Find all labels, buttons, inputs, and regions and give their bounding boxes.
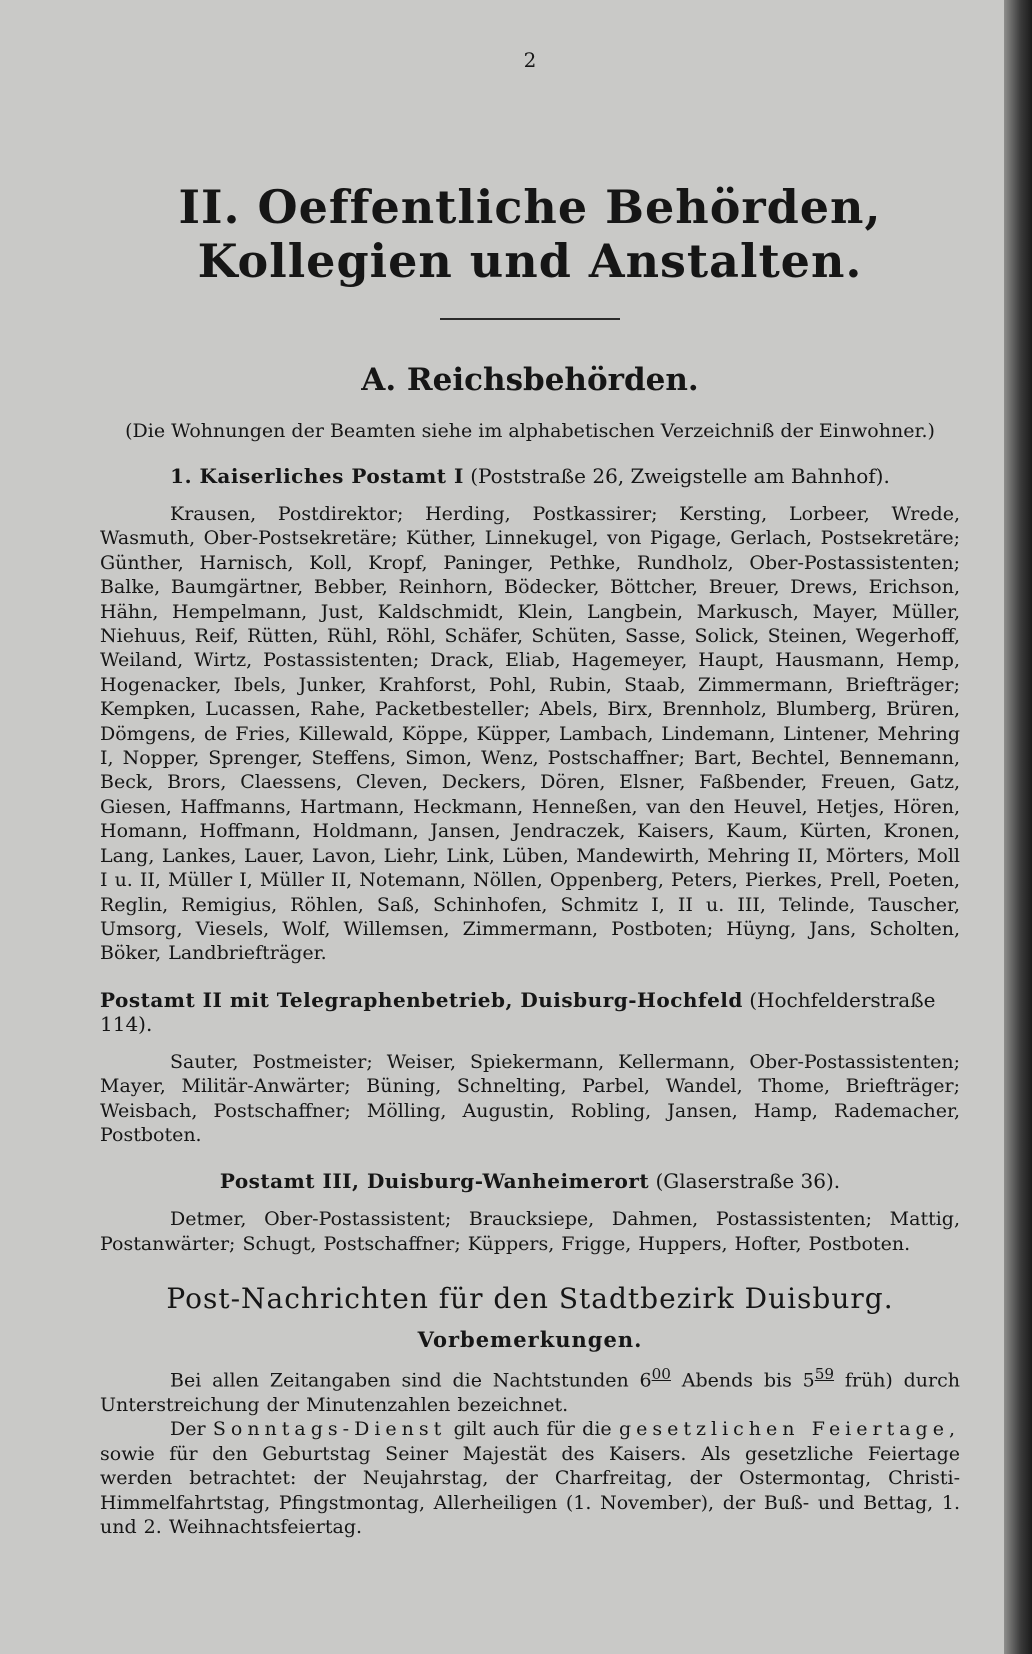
postamt3-title: Postamt III, Duisburg-Wanheimerort [219, 1169, 650, 1194]
p2-sonntagsdienst: Sonntags-Dienst [212, 1418, 447, 1441]
postamt2-heading [100, 988, 960, 1036]
p2-text-a: Der [170, 1418, 206, 1441]
postamt2-staff-text: Sauter, Postmeister; Weiser, Spiekermann, Kellermann, Ober-Postassistenten; Mayer, Militär-Anwärter; Büning, Schnelting, Parbel, Wandel, Thome, Briefträger; Weisbach, Postschaffner; Mölling, Augustin, Robling, Jansen, Hamp, Rademacher, Postboten. [100, 1050, 960, 1146]
p2-text-c: sowie für den Geburtstag Seiner Majestät des Kaisers. Als gesetzliche Feiertage werden betrachtet: der Neujahrstag, der Charfreitag, der Ostermontag, Christi-Himmelfahrtstag, Pfingstmontag, Allerheiligen (1. November), der Buß- und Bettag, 1. und 2. Weihnachtsfeiertag. [100, 1442, 960, 1538]
p2-text-b: gilt auch für die [453, 1418, 612, 1441]
p1-text-c: früh) durch Unterstreichung der Minutenzahlen bezeichnet. [100, 1369, 960, 1416]
p1-minutes-1: 00 [651, 1365, 671, 1384]
postamt1-heading [100, 464, 960, 488]
postamt3-staff-text: Detmer, Ober-Postassistent; Braucksiepe, Dahmen, Postassistenten; Mattig, Postanwärter; Schugt, Postschaffner; Küppers, Frigge, Huppers, Hofter, Postboten. [100, 1208, 960, 1255]
postamt1-address: (Poststraße 26, Zweigstelle am Bahnhof). [470, 464, 890, 488]
p2-feiertage: gesetzlichen Feiertage, [618, 1418, 960, 1441]
book-edge-shadow [1004, 0, 1032, 1654]
p1-text-b: Abends bis 5 [670, 1369, 815, 1392]
page-number: 2 [523, 48, 537, 72]
vorbemerkungen-heading: Vorbemerkungen. [417, 1327, 643, 1353]
postamt1-staff-text: Krausen, Postdirektor; Herding, Postkassirer; Kersting, Lorbeer, Wrede, Wasmuth, Ober-Postsekretäre; Küther, Linnekugel, von Pigage, Gerlach, Postsekretäre; Günther, Harnisch, Koll, Kropf, Paninger, Pethke, Rundholz, Ober-Postassistenten; Balke, Baumgärtner, Bebber, Reinhorn, Bödecker, Böttcher, Breuer, Drews, Erichson, Hähn, Hempelmann, Just, Kaldschmidt, Klein, Langbein, Markusch, Mayer, Müller, Niehuus, Reif, Rütten, Rühl, Röhl, Schäfer, Schüten, Sasse, Solick, Steinen, Wegerhoff, Weiland, Wirtz, Postassistenten; Drack, Eliab, Hagemeyer, Haupt, Hausmann, Hemp, Hogenacker, Ibels, Junker, Krahforst, Pohl, Rubin, Staab, Zimmermann, Briefträger; Kempken, Lucassen, Rahe, Packetbesteller; Abels, Birx, Brennholz, Blumberg, Brüren, Dömgens, de Fries, Killewald, Köppe, Küpper, Lambach, Lindemann, Lintener, Mehring I, Nopper, Sprenger, Steffens, Simon, Wenz, Postschaffner; Bart, Bechtel, Bennemann, Beck, Brors, Claessens, Cleven, Deckers, Dören, Elsner, Faßbender, Freuen, Gatz, Giesen, Haffmanns, Hartmann, Heckmann, Henneßen, van den Heuvel, Hetjes, Hören, Homann, Hoffmann, Holdmann, Jansen, Jendraczek, Kaisers, Kaum, Kürten, Kronen, Lang, Lankes, Lauer, Lavon, Liehr, Link, Lüben, Mandewirth, Mehring II, Mörters, Moll I u. II, Müller I, Müller II, Notemann, Nöllen, Oppenberg, Peters, Pierkes, Prell, Poeten, Reglin, Remigius, Röhlen, Saß, Schinhofen, Schmitz I, II u. III, Telinde, Tauscher, Umsorg, Viesels, Wolf, Willemsen, Zimmermann, Postboten; Hüyng, Jans, Scholten, Böker, Landbriefträger. [100, 503, 960, 965]
postamt3-address: (Glaserstraße 36). [655, 1169, 841, 1194]
postamt1-title: 1. Kaiserliches Postamt I [170, 464, 464, 488]
vorbemerkung-paragraph-2 [100, 1417, 960, 1539]
p1-text-a: Bei allen Zeitangaben sind die Nachtstunden 6 [170, 1369, 652, 1392]
postamt2-title: Postamt II mit Telegraphenbetrieb, Duisburg-Hochfeld [100, 987, 743, 1012]
vorbemerkung-paragraph-1 [100, 1362, 960, 1417]
main-title: II. Oeffentliche Behörden, Kollegien und Anstalten. [178, 180, 882, 288]
section-title: A. Reichsbehörden. [361, 362, 699, 398]
postamt2-address: (Hochfelderstraße 114). [100, 987, 936, 1036]
title-divider [440, 318, 620, 320]
post-nachrichten-title: Post-Nachrichten für den Stadtbezirk Duisburg. [166, 1282, 894, 1316]
postamt3-heading [100, 1169, 960, 1193]
p1-minutes-2: 59 [814, 1365, 835, 1384]
section-note: (Die Wohnungen der Beamten siehe im alphabetischen Verzeichniß der Einwohner.) [125, 420, 935, 442]
